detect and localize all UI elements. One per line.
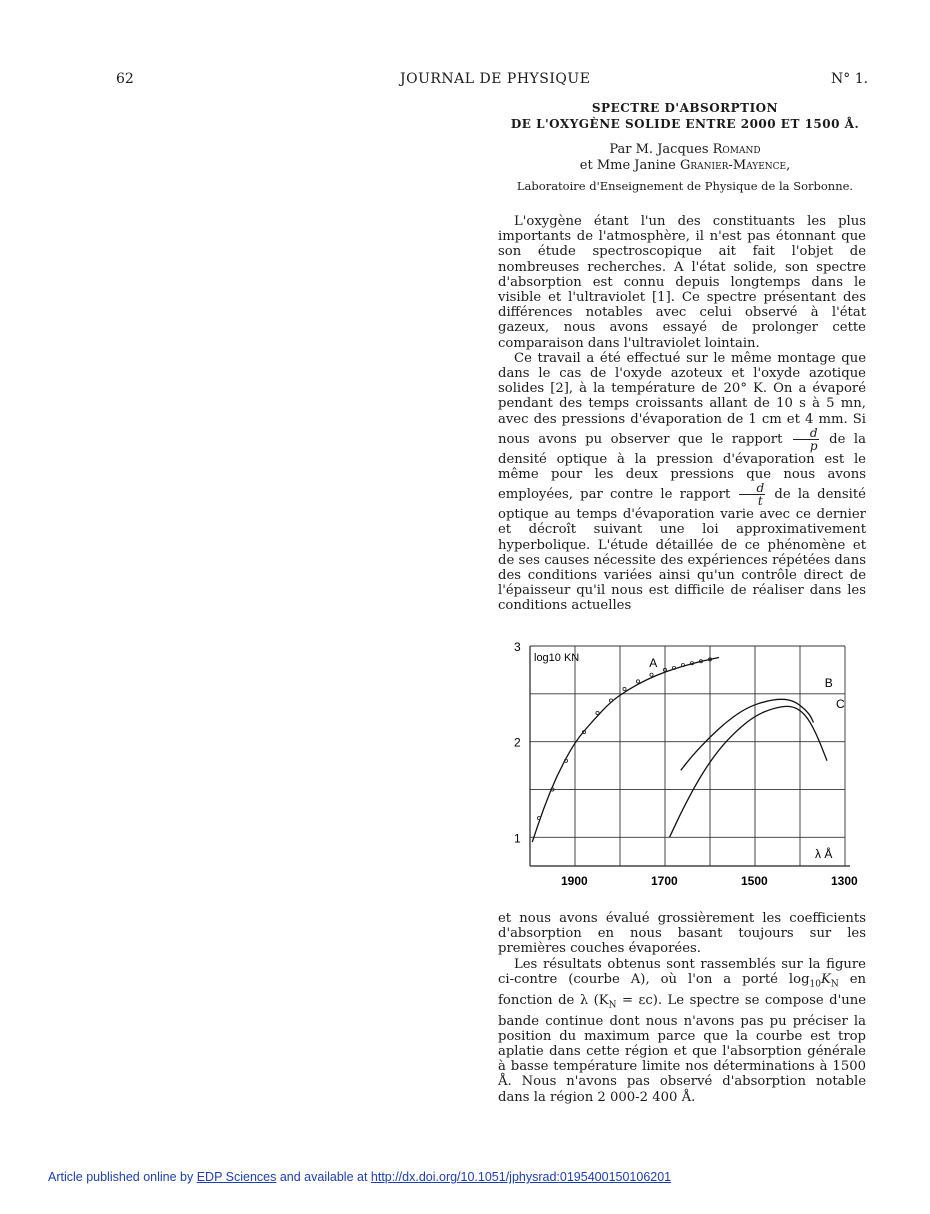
article-title-line2: DE L'OXYGÈNE SOLIDE ENTRE 2000 ET 1500 Å.: [510, 117, 860, 131]
paragraph-4: Les résultats obtenus sont rassemblés sur la figure ci-contre (courbe A), où l'on a porté $\log_{10}K_N$ en fonction de λ $(K_N = \varepsilon c)$. Le spectre se compose d'une bande continue dont nous n'avons pas pu préciser la position du maximum parce que la courbe est trop aplatie dans cette région et que l'absorption générale à basse température limite nos déterminations à 1500 Å. Nous n'avons pas observé d'absorption notable dans la région 2 000-2 400 Å.: [498, 956, 866, 1105]
curve-C: [670, 706, 828, 837]
chart-points: [537, 658, 711, 820]
paragraph-1: L'oxygène étant l'un des constituants les plus importants de l'atmosphère, il n'est pas étonnant que son étude spectroscopique ait fait l'objet de nombreuses recherches. A l'état solide, son spectre d'absorption est connu depuis longtemps dans le visible et l'ultraviolet [1]. Ce spectre présentant des différences notables avec celui observé à l'état gazeux, nous avons essayé de prolonger cette comparaison dans l'ultraviolet lointain.: [498, 214, 866, 351]
data-point-A: [636, 680, 639, 683]
curve-A: [532, 657, 719, 842]
x-tick-label: 1500: [741, 874, 768, 888]
data-point-A: [650, 673, 653, 676]
absorption-chart: [505, 636, 870, 896]
x-tick-label: 1700: [651, 874, 678, 888]
x-tick-label: 1300: [831, 874, 858, 888]
doi-link[interactable]: http://dx.doi.org/10.1051/jphysrad:0195400150106201: [370, 1170, 672, 1184]
curve-label-A: A: [649, 656, 658, 671]
issue-number: N° 1.: [831, 71, 869, 87]
journal-name: JOURNAL DE PHYSIQUE: [400, 71, 591, 87]
data-point-A: [623, 687, 626, 690]
fraction-d-over-p: $\frac{d}{p}$: [793, 427, 819, 452]
data-point-A: [596, 711, 599, 714]
y-tick-label: 2: [514, 735, 521, 750]
paragraph-3: et nous avons évalué grossièrement les coefficients d'absorption en nous basant toujours sur les premières couches évaporées.: [498, 911, 866, 957]
affiliation: Laboratoire d'Enseignement de Physique de la Sorbonne.: [516, 179, 854, 193]
body-upper: [498, 214, 866, 614]
curve-label-C: C: [836, 697, 845, 712]
y-tick-label: 1: [514, 831, 521, 846]
author-line2: et Mme Janine Granier-Mayence,: [579, 158, 791, 173]
article-title-line1: SPECTRE D'ABSORPTION: [591, 101, 779, 115]
footer-line: Article published online by EDP Sciences and available at http://dx.doi.org/10.1051/jphysrad:0195400150106201: [48, 1170, 672, 1184]
curve-B: [681, 699, 814, 770]
page-number: 62: [116, 71, 134, 87]
chart-grid: [530, 646, 850, 866]
paragraph-2: Ce travail a été effectué sur le même montage que dans le cas de l'oxyde azoteux et l'oxyde azotique solides [2], à la température de 20° K. On a évaporé pendant des temps croissants allant de 10 s à 5 mn, avec des pressions d'évaporation de 1 cm et 4 mm. Si nous avons pu observer que le rapport $\frac{d}{p}$ de la densité optique à la pression d'évaporation est le même pour les deux pressions que nous avons employées, par contre le rapport $\frac{d}{t}$ de la densité optique au temps d'évaporation varie avec ce dernier et décroît suivant une loi approximativement hyperbolique. L'étude détaillée de ce phénomène et de ses causes nécessite des expériences répétées dans des conditions variées ainsi qu'un contrôle direct de l'épaisseur qu'il nous est difficile de réaliser dans les conditions actuelles: [498, 350, 866, 614]
fraction-d-over-t: $\frac{d}{t}$: [739, 482, 765, 507]
y-tick-label: 3: [514, 640, 521, 654]
chart-curves: [532, 657, 827, 842]
x-tick-label: 1900: [561, 874, 588, 888]
x-axis-label: λ Å: [815, 847, 833, 861]
author-line1: Par M. Jacques Romand: [609, 142, 761, 157]
body-lower: [498, 911, 866, 1105]
publisher-link[interactable]: EDP Sciences: [196, 1170, 277, 1184]
curve-label-B: B: [824, 676, 833, 691]
y-axis-label: log10 KN: [534, 652, 580, 664]
